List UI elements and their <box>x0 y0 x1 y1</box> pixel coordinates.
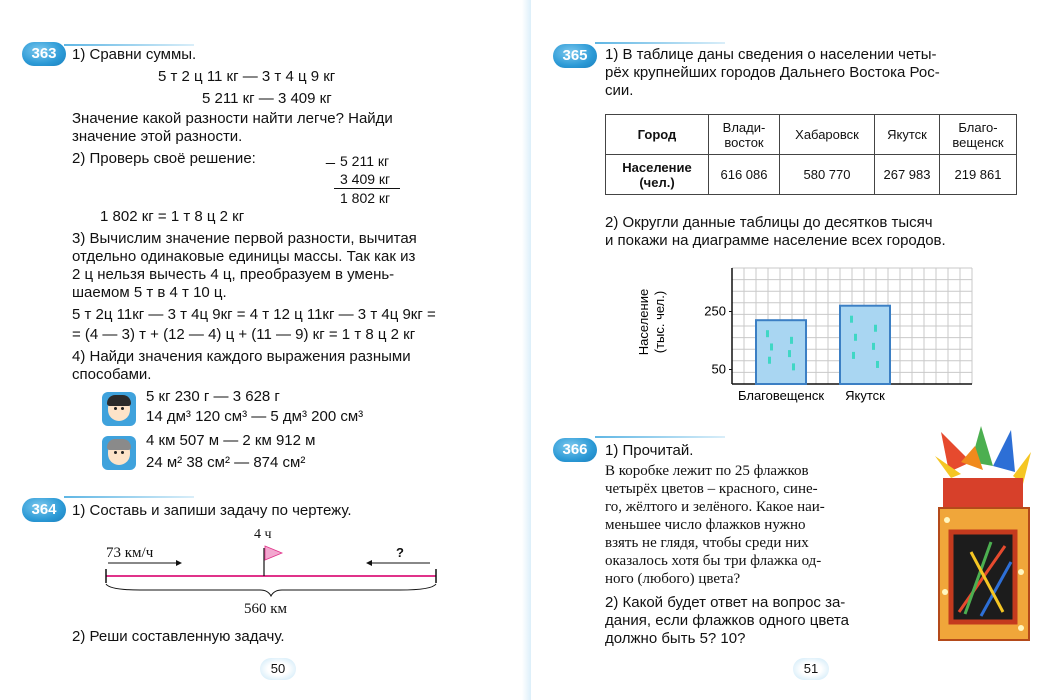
task-text: 1) Сравни суммы. <box>72 46 197 63</box>
table-header-cell: Благо- вещенск <box>940 115 1017 155</box>
task-text: 2) Округли данные таблицы до десятков тысяч <box>605 214 933 231</box>
task-text: четырёх цветов – красного, сине- <box>605 481 818 497</box>
bar-decoration <box>854 334 857 341</box>
task-text: 1) Прочитай. <box>605 442 694 459</box>
task-text: способами. <box>72 366 152 383</box>
task-text: ного (любого) цвета? <box>605 571 741 587</box>
equation: 5 т 2ц 11кг — 3 т 4ц 9кг = 4 т 12 ц 11кг — 3 т 4ц 9кг = <box>72 306 436 323</box>
table-header-cell: Влади- восток <box>709 115 780 155</box>
task-text: взять не глядя, чтобы среди них <box>605 535 809 551</box>
task-text: оказалось хотя бы три флажка од- <box>605 553 822 569</box>
speed-label: 73 км/ч <box>106 545 154 561</box>
bar-decoration <box>876 361 879 368</box>
population-table <box>605 114 1017 195</box>
population-bar-chart <box>626 260 986 410</box>
task-text: должно быть 5? 10? <box>605 630 746 647</box>
exercise-number-badge: 366 <box>553 438 597 462</box>
task-text: Значение какой разности найти легче? Найди <box>72 110 393 127</box>
column-minuend: 5 211 кг <box>340 153 390 169</box>
expression: 14 дм³ 120 см³ — 5 дм³ 200 см³ <box>146 408 364 425</box>
bar <box>756 320 806 384</box>
x-category-label: Якутск <box>845 388 885 403</box>
task-text: 2) Какой будет ответ на вопрос за- <box>605 594 846 611</box>
header-rule <box>595 436 725 438</box>
flag-box-illustration <box>931 422 1037 644</box>
expression: 5 211 кг — 3 409 кг <box>202 90 332 107</box>
bar-decoration <box>766 330 769 337</box>
time-label: 4 ч <box>254 527 272 542</box>
exercise-number-badge: 365 <box>553 44 597 68</box>
task-text: отдельно одинаковые единицы массы. Так как из <box>72 248 416 265</box>
bar-decoration <box>852 352 855 359</box>
bar-decoration <box>792 363 795 370</box>
header-rule <box>595 42 725 44</box>
column-subtrahend: 3 409 кг <box>340 171 391 187</box>
bar-decoration <box>790 337 793 344</box>
task-text: рёх крупнейших городов Дальнего Востока Рос- <box>605 64 940 81</box>
task-text: го, жёлтого и зелёного. Какое наи- <box>605 499 825 515</box>
task-text: сии. <box>605 82 634 99</box>
task-text: и покажи на диаграмме население всех городов. <box>605 232 946 249</box>
table-header-cell: Хабаровск <box>780 115 875 155</box>
table-header-city: Город <box>606 115 709 155</box>
task-text: дания, если флажков одного цвета <box>605 612 850 629</box>
grandma-avatar-icon <box>102 436 136 470</box>
expression: 5 кг 230 г — 3 628 г <box>146 388 280 405</box>
table-cell: 267 983 <box>875 155 940 195</box>
task-text: 2) Проверь своё решение: <box>72 150 256 167</box>
task-text: значение этой разности. <box>72 128 243 145</box>
task-text: меньшее число флажков нужно <box>605 517 806 533</box>
exercise-number-badge: 363 <box>22 42 66 66</box>
right-page <box>531 0 1063 700</box>
expression: 24 м² 38 см² — 874 см² <box>146 454 306 471</box>
bar-decoration <box>768 357 771 364</box>
y-tick-label: 50 <box>711 361 726 377</box>
column-result: 1 802 кг <box>340 190 391 206</box>
bar-decoration <box>874 325 877 332</box>
task-text: 1) Составь и запиши задачу по чертежу. <box>72 502 352 519</box>
distance-label: 560 км <box>244 601 288 617</box>
exercise-number-badge: 364 <box>22 498 66 522</box>
bar-decoration <box>850 316 853 323</box>
task-text: 4) Найди значения каждого выражения разными <box>72 348 411 365</box>
task-text: шаемом 5 т в 4 т 10 ц. <box>72 284 227 301</box>
bar <box>840 306 890 384</box>
page-number: 51 <box>793 658 829 680</box>
task-text: В коробке лежит по 25 флажков <box>605 463 809 479</box>
task-text: 3) Вычислим значение первой разности, вычитая <box>72 230 417 247</box>
y-axis-label-unit: (тыс. чел.) <box>652 290 667 354</box>
bar-decoration <box>788 350 791 357</box>
y-axis-label: Население <box>636 288 651 356</box>
table-header-population: Население (чел.) <box>606 155 709 195</box>
table-header-cell: Якутск <box>875 115 940 155</box>
header-rule <box>64 496 194 498</box>
x-category-label: Благовещенск <box>737 388 825 403</box>
minus-sign: _ <box>326 148 335 165</box>
result-line: 1 802 кг = 1 т 8 ц 2 кг <box>100 208 245 225</box>
boy-avatar-icon <box>102 392 136 426</box>
left-page <box>0 0 531 700</box>
expression: 5 т 2 ц 11 кг — 3 т 4 ц 9 кг <box>158 68 336 85</box>
bar-decoration <box>872 343 875 350</box>
table-cell: 580 770 <box>780 155 875 195</box>
unknown-speed-label: ? <box>396 545 404 560</box>
y-tick-label: 250 <box>704 303 726 319</box>
task-text: 2 ц нельзя вычесть 4 ц, преобразуем в умень- <box>72 266 395 283</box>
equation: = (4 — 3) т + (12 — 4) ц + (11 — 9) кг = 1 т 8 ц 2 кг <box>72 326 416 343</box>
task-text: 1) В таблице даны сведения о населении четы- <box>605 46 937 63</box>
page-number: 50 <box>260 658 296 680</box>
expression: 4 км 507 м — 2 км 912 м <box>146 432 316 449</box>
table-cell: 219 861 <box>940 155 1017 195</box>
task-text: 2) Реши составленную задачу. <box>72 628 285 645</box>
bar-decoration <box>770 343 773 350</box>
table-cell: 616 086 <box>709 155 780 195</box>
